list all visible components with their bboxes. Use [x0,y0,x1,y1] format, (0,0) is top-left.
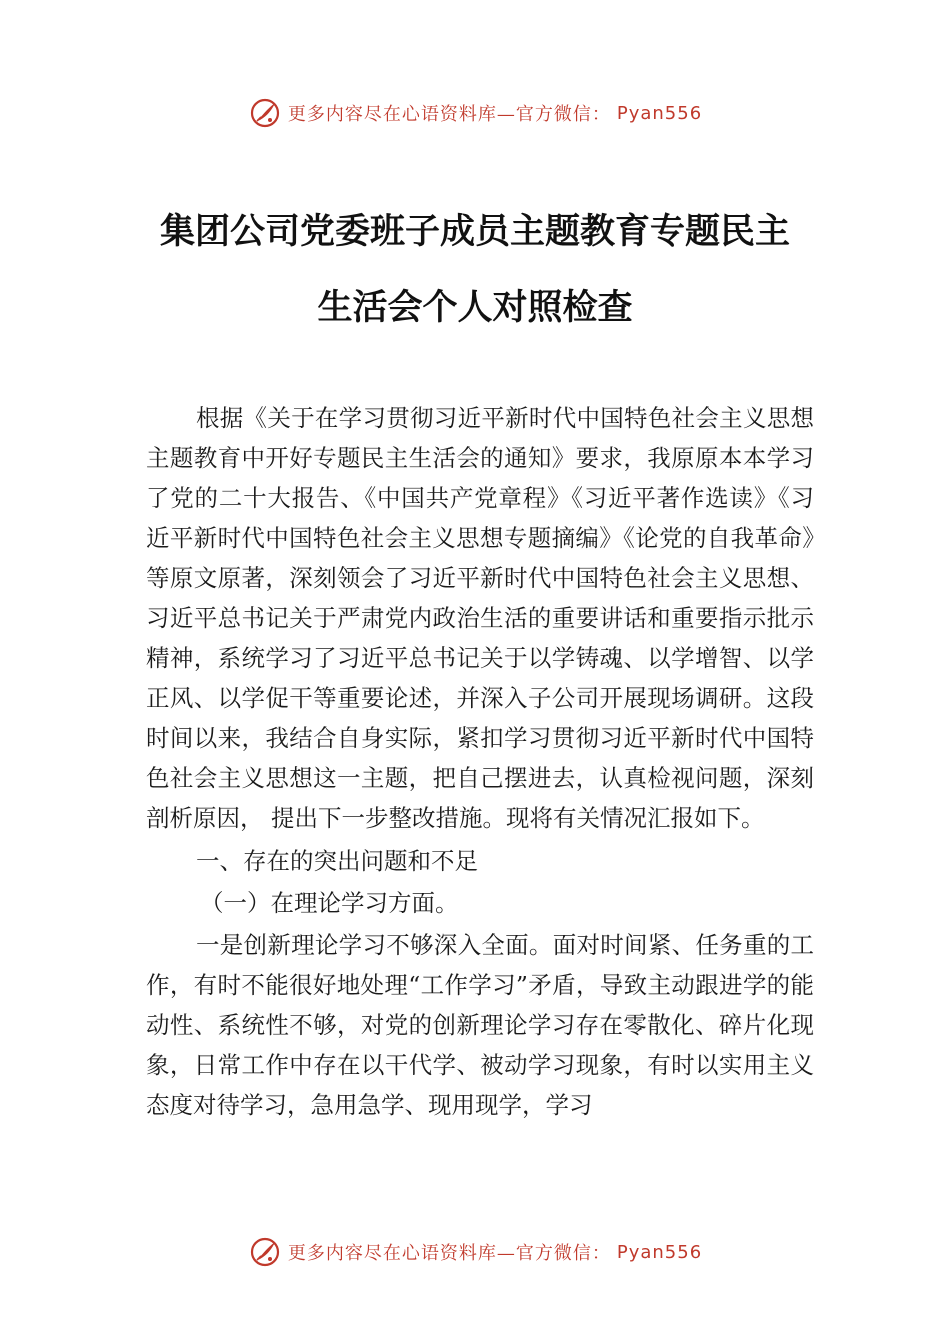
quill-logo-icon [248,1235,282,1269]
watermark-text: 更多内容尽在心语资料库—官方微信： [287,104,611,125]
intro-paragraph: 根据《关于在学习贯彻习近平新时代中国特色社会主义思想主题教育中开好专题民主生活会的通知》要求，我原原本本学习了党的二十大报告、《中国共产党章程》《习近平著作选读》《习近平新时代中国特色社会主义思想专题摘编》《论党的自我革命》等原文原著，深刻领会了习近平新时代中国特色社会主义思想、习近平总书记关于严肃党内政治生活的重要讲话和重要指示批示精神，系统学习了习近平总书记关于以学铸魂、以学增智、以学正风、以学促干等重要论述，并深入子公司开展现场调研。这段时间以来，我结合自身实际，紧扣学习贯彻习近平新时代中国特色社会主义思想这一主题，把自己摆进去，认真检视问题，深刻剖析原因， 提出下一步整改措施。现将有关情况汇报如下。 [146,404,814,832]
subsection-heading: （一）在理论学习方面。 [200,889,459,917]
body-paragraph: 一是创新理论学习不够深入全面。面对时间紧、任务重的工作，有时不能很好地处理“工作学习”矛盾，导致主动跟进学的能动性、系统性不够，对党的创新理论学习存在零散化、碎片化现象，日常工作中存在以干代学、被动学习现象，有时以实用主义态度对待学习，急用急学、现用现学，学习 [146,931,814,1119]
document-body [146,398,814,1125]
document-title-line-1: 集团公司党委班子成员主题教育专题民主 [159,211,790,252]
watermark-text: 更多内容尽在心语资料库—官方微信： [287,1243,611,1264]
section-heading: 一、存在的突出问题和不足 [196,847,478,875]
watermark-wechat-id: Pyan556 [616,1241,703,1263]
watermark-wechat-id: Pyan556 [616,102,703,124]
watermark-footer [0,1232,950,1272]
quill-logo-icon [248,96,282,130]
watermark-header [0,93,950,133]
document-title-line-2: 生活会个人对照检查 [317,287,633,328]
